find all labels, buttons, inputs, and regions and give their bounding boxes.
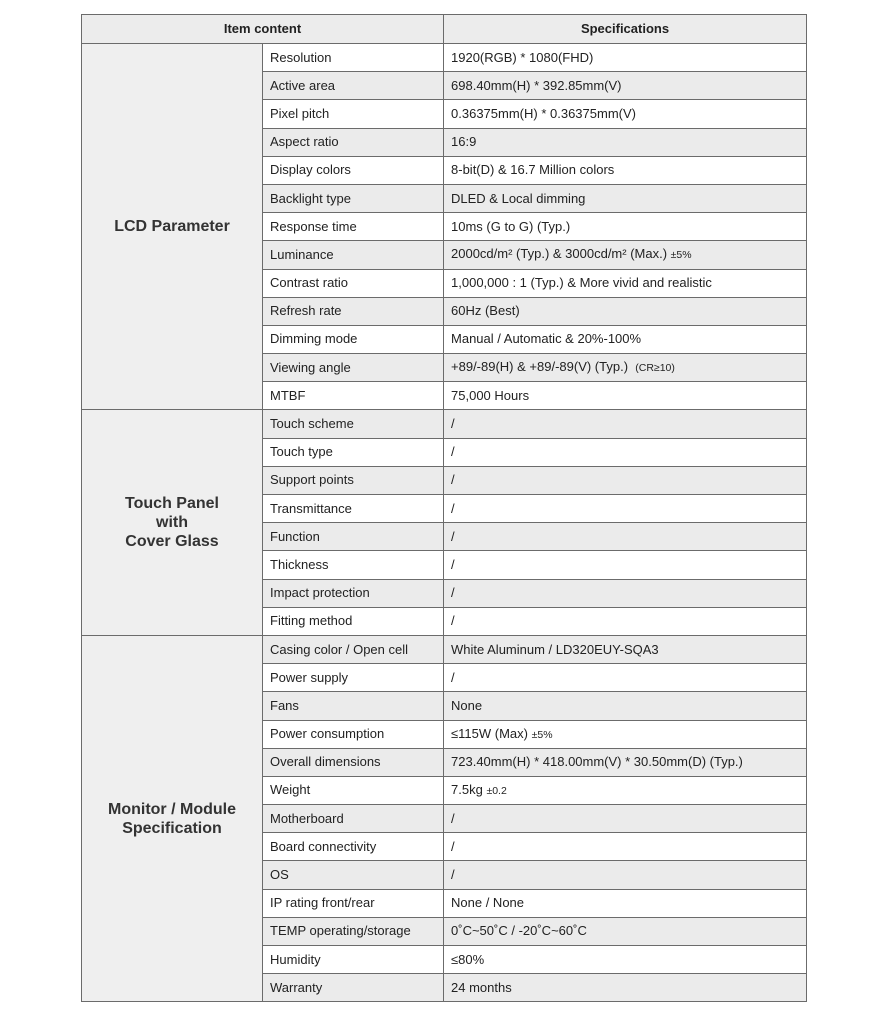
item-label: Overall dimensions: [263, 748, 444, 776]
item-label: Humidity: [263, 946, 444, 974]
item-value: /: [444, 551, 807, 579]
item-label: Weight: [263, 776, 444, 804]
header-item-content: Item content: [82, 15, 444, 44]
item-value: /: [444, 466, 807, 494]
item-label: Fitting method: [263, 607, 444, 635]
table-header-row: [82, 15, 807, 44]
item-label: Display colors: [263, 156, 444, 184]
item-label: Active area: [263, 72, 444, 100]
item-label: Refresh rate: [263, 297, 444, 325]
item-value: 60Hz (Best): [444, 297, 807, 325]
item-value: 10ms (G to G) (Typ.): [444, 213, 807, 241]
value-text: 2000cd/m² (Typ.) & 3000cd/m² (Max.): [451, 246, 668, 262]
item-value: 75,000 Hours: [444, 382, 807, 410]
value-text: +89/-89(H) & +89/-89(V) (Typ.): [451, 359, 629, 375]
item-value: /: [444, 410, 807, 438]
item-value: [444, 354, 807, 382]
specifications-table: [81, 14, 807, 1002]
item-value: /: [444, 579, 807, 607]
item-value: /: [444, 664, 807, 692]
item-value: DLED & Local dimming: [444, 184, 807, 212]
item-value: /: [444, 833, 807, 861]
value-text: ≤115W (Max): [451, 725, 528, 741]
table-row: [82, 635, 807, 663]
item-value: Manual / Automatic & 20%-100%: [444, 325, 807, 353]
group-label-text: LCD Parameter: [114, 218, 230, 236]
tolerance-note: ±0.2: [486, 784, 507, 797]
item-value: 698.40mm(H) * 392.85mm(V): [444, 72, 807, 100]
item-value: ≤80%: [444, 946, 807, 974]
item-value: 723.40mm(H) * 418.00mm(V) * 30.50mm(D) (Typ.): [444, 748, 807, 776]
item-label: Casing color / Open cell: [263, 635, 444, 663]
group-label-monitor-module: [82, 635, 263, 1001]
item-value: /: [444, 523, 807, 551]
item-label: Motherboard: [263, 805, 444, 833]
item-value: 16:9: [444, 128, 807, 156]
item-label: Fans: [263, 692, 444, 720]
item-label: Thickness: [263, 551, 444, 579]
item-value: 8-bit(D) & 16.7 Million colors: [444, 156, 807, 184]
item-label: Touch type: [263, 438, 444, 466]
item-label: Power supply: [263, 664, 444, 692]
group-label-line: Specification: [122, 819, 222, 837]
item-value: 0˚C~50˚C / -20˚C~60˚C: [444, 917, 807, 945]
item-label: Board connectivity: [263, 833, 444, 861]
item-label: Transmittance: [263, 495, 444, 523]
item-value: /: [444, 861, 807, 889]
item-label: Support points: [263, 466, 444, 494]
item-value: 1920(RGB) * 1080(FHD): [444, 44, 807, 72]
item-value: /: [444, 607, 807, 635]
group-label-touch-panel: [82, 410, 263, 636]
item-label: Response time: [263, 213, 444, 241]
item-label: Dimming mode: [263, 325, 444, 353]
item-label: Aspect ratio: [263, 128, 444, 156]
value-text: 7.5kg: [451, 781, 483, 797]
item-label: OS: [263, 861, 444, 889]
table-row: [82, 410, 807, 438]
item-value: /: [444, 805, 807, 833]
group-label-line: Touch Panel: [125, 495, 219, 513]
tolerance-note: ±5%: [531, 728, 553, 741]
item-label: IP rating front/rear: [263, 889, 444, 917]
item-value: [444, 241, 807, 269]
item-value: 1,000,000 : 1 (Typ.) & More vivid and realistic: [444, 269, 807, 297]
item-label: Backlight type: [263, 184, 444, 212]
item-label: TEMP operating/storage: [263, 917, 444, 945]
item-label: Resolution: [263, 44, 444, 72]
item-value: None: [444, 692, 807, 720]
group-label-line: Cover Glass: [125, 533, 219, 551]
item-label: Power consumption: [263, 720, 444, 748]
item-label: MTBF: [263, 382, 444, 410]
item-value: 24 months: [444, 974, 807, 1002]
group-label-line: Monitor / Module: [108, 800, 236, 818]
group-label-line: with: [156, 514, 188, 532]
item-label: Pixel pitch: [263, 100, 444, 128]
item-label: Function: [263, 523, 444, 551]
table-row: [82, 44, 807, 72]
header-specifications: Specifications: [444, 15, 807, 44]
item-value: [444, 776, 807, 804]
item-label: Impact protection: [263, 579, 444, 607]
tolerance-note: ±5%: [670, 249, 692, 262]
item-value: [444, 720, 807, 748]
item-value: /: [444, 495, 807, 523]
item-label: Viewing angle: [263, 354, 444, 382]
item-label: Warranty: [263, 974, 444, 1002]
item-value: 0.36375mm(H) * 0.36375mm(V): [444, 100, 807, 128]
item-label: Contrast ratio: [263, 269, 444, 297]
contrast-condition-note: (CR≥10): [635, 362, 675, 375]
item-value: White Aluminum / LD320EUY-SQA3: [444, 635, 807, 663]
group-label-lcd-parameter: [82, 44, 263, 410]
item-value: /: [444, 438, 807, 466]
item-value: None / None: [444, 889, 807, 917]
item-label: Luminance: [263, 241, 444, 269]
item-label: Touch scheme: [263, 410, 444, 438]
